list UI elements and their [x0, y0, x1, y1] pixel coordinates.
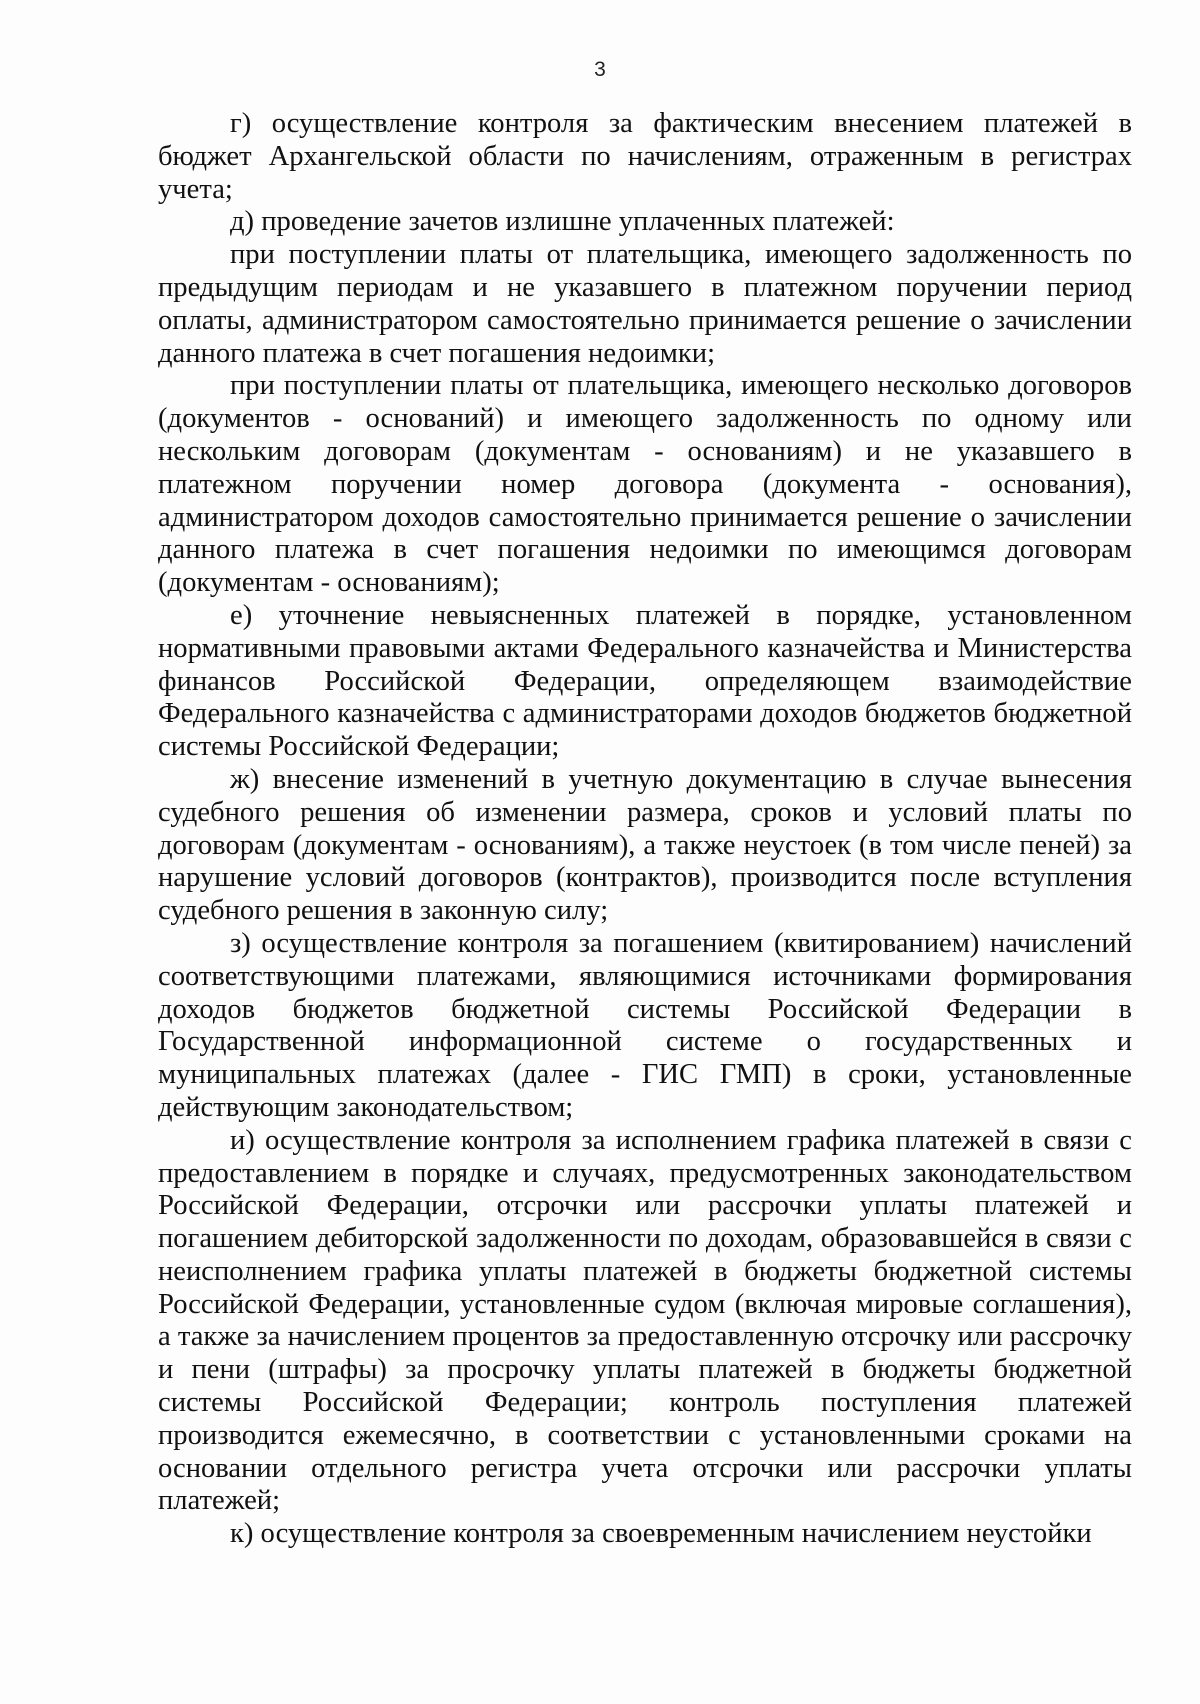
paragraph-k: к) осуществление контроля за своевременным начислением неустойки: [230, 1518, 1092, 1550]
paragraph-d-sub-2: при поступлении платы от плательщика, имеющего несколько договоров (документов - оснований) и имеющего задолженность по одному или нескольким договорам (документам - основаниям) и не указавшего в платежном поручении номер договора (документа - основания), администратором доходов самостоятельно принимается решение о зачислении данного платежа в счет погашения недоимки по имеющимся договорам (документам - основаниям);: [158, 370, 1132, 599]
paragraph-d: д) проведение зачетов излишне уплаченных платежей:: [230, 206, 895, 238]
page-number: 3: [594, 58, 606, 81]
paragraph-d-sub-1: при поступлении платы от плательщика, имеющего задолженность по предыдущим периодам и не указавшего в платежном поручении период оплаты, администратором самостоятельно принимается решение о зачислении данного платежа в счет погашения недоимки;: [158, 239, 1132, 369]
paragraph-zh: ж) внесение изменений в учетную документацию в случае вынесения судебного решения об изменении размера, сроков и условий платы по договорам (документам - основаниям), а также неустоек (в том числе пеней) за нарушение условий договоров (контрактов), производится после вступления судебного решения в законную силу;: [158, 763, 1132, 927]
paragraph-e: е) уточнение невыясненных платежей в порядке, установленном нормативными правовыми актами Федерального казначейства и Министерства финансов Российской Федерации, определяющем взаимодействие Федерального казначейства с администраторами доходов бюджетов бюджетной системы Российской Федерации;: [158, 599, 1132, 763]
paragraph-z: з) осуществление контроля за погашением (квитированием) начислений соответствующими платежами, являющимися источниками формирования доходов бюджетов бюджетной системы Российской Федерации в Государственной информационной системе о государственных и муниципальных платежах (далее - ГИС ГМП) в сроки, установленные действующим законодательством;: [158, 927, 1132, 1123]
paragraph-g: г) осуществление контроля за фактическим внесением платежей в бюджет Архангельской области по начислениям, отраженным в регистрах учета;: [158, 108, 1132, 205]
document-body: [158, 108, 1132, 1551]
paragraph-i: и) осуществление контроля за исполнением графика платежей в связи с предоставлением в порядке и случаях, предусмотренных законодательством Российской Федерации, отсрочки или рассрочки уплаты платежей и погашением дебиторской задолженности по доходам, образовавшейся в связи с неисполнением графика уплаты платежей в бюджеты бюджетной системы Российской Федерации, установленные судом (включая мировые соглашения), а также за начислением процентов за предоставленную отсрочку или рассрочку и пени (штрафы) за просрочку уплаты платежей в бюджеты бюджетной системы Российской Федерации; контроль поступления платежей производится ежемесячно, в соответствии с установленными сроками на основании отдельного регистра учета отсрочки или рассрочки уплаты платежей;: [158, 1124, 1132, 1517]
